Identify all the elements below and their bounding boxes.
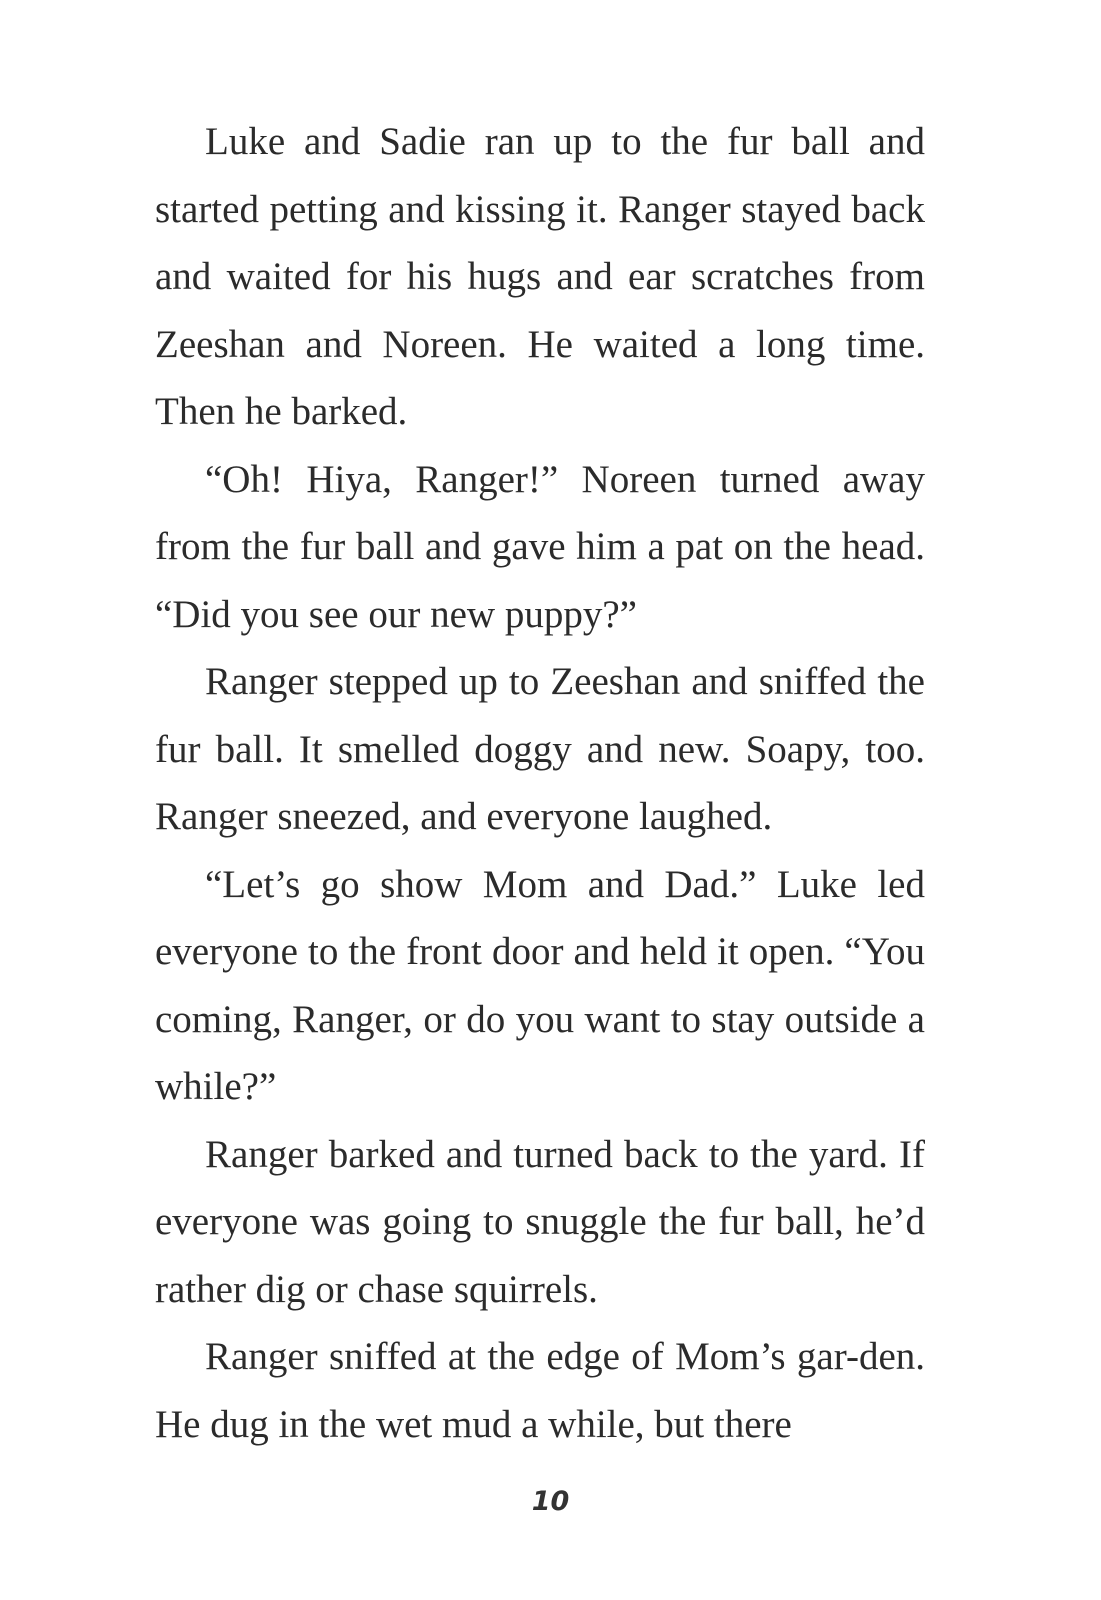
paragraph-1: Luke and Sadie ran up to the fur ball and started petting and kissing it. Ranger stayed back and waited for his hugs and ear scratches from Zeeshan and Noreen. He waited a long time. Then he barked.: [155, 120, 925, 433]
paragraph-6: Ranger sniffed at the edge of Mom’s gar-den. He dug in the wet mud a while, but there: [155, 1335, 925, 1446]
body-text: [155, 108, 925, 1458]
paragraph-5: Ranger barked and turned back to the yard. If everyone was going to snuggle the fur ball, he’d rather dig or chase squirrels.: [155, 1132, 925, 1311]
paragraph-4: “Let’s go show Mom and Dad.” Luke led everyone to the front door and held it open. “You coming, Ranger, or do you want to stay outside a while?”: [155, 862, 925, 1108]
page-number: 10: [531, 1486, 570, 1517]
paragraph-2: “Oh! Hiya, Ranger!” Noreen turned away from the fur ball and gave him a pat on the head. “Did you see our new puppy?”: [155, 457, 925, 636]
paragraph-3: Ranger stepped up to Zeeshan and sniffed the fur ball. It smelled doggy and new. Soapy, too. Ranger sneezed, and everyone laughed.: [155, 660, 925, 838]
